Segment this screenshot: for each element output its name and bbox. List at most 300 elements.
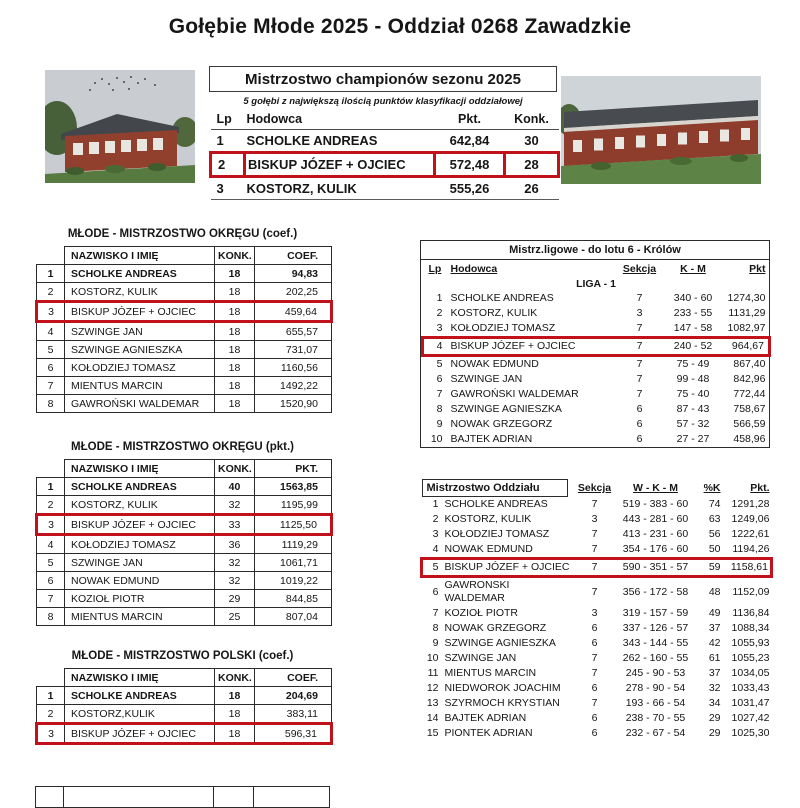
header-row (37, 669, 332, 687)
cell-rank: 6 (436, 373, 443, 385)
table-row (422, 559, 772, 577)
col-header-hodowca: Hodowca (245, 109, 435, 130)
table-row (37, 535, 332, 554)
table-title-okreg-pkt: MŁODE - MISTRZOSTWO OKRĘGU (pkt.) (71, 441, 294, 453)
cell-pkt: 1136,84 (732, 607, 770, 619)
cell-name: SZWINGE AGNIESZKA (450, 403, 562, 415)
col-header-name: NAZWISKO I IMIĘ (65, 669, 215, 687)
cell-name: SZWINGE AGNIESZKA (65, 341, 215, 359)
cell-rank: 4 (37, 535, 65, 554)
cell-rank: 7 (436, 388, 443, 400)
cell-name: NOWAK EDMUND (65, 572, 215, 590)
cell-konk: 18 (215, 283, 255, 302)
cell-name: GAWROŃSKI WALDEMAR (450, 388, 579, 400)
col-header-coef: COEF. (255, 669, 332, 687)
col-header-rank-empty (37, 669, 65, 687)
table-oddzial (420, 479, 773, 741)
table-row (37, 687, 332, 705)
cell-pkt: 1055,23 (731, 652, 770, 664)
cell-rank: 6 (37, 359, 65, 377)
cell-coef: 596,31 (255, 724, 332, 744)
cell-pkt: 1158,61 (724, 559, 772, 577)
cell-name: SZWINGE AGNIESZKA (444, 637, 556, 649)
cell-name: KOŁODZIEJ TOMASZ (65, 535, 215, 554)
cell-name: SCHOLKE ANDREAS (65, 687, 215, 705)
table-row (37, 283, 332, 302)
cell-rank: 5 (436, 358, 443, 370)
cell-konk: 18 (215, 322, 255, 341)
cell-name: MIENTUS MARCIN (444, 667, 537, 679)
cell-pkt: 1088,34 (731, 622, 770, 634)
champion-row (211, 153, 559, 177)
cell-konk: 18 (215, 687, 255, 705)
cell-name: NOWAK EDMUND (444, 543, 533, 555)
champion-table (209, 109, 560, 200)
header-row (423, 260, 770, 276)
cell-rank: 1 (436, 292, 443, 304)
header-row (422, 479, 772, 497)
col-header-pkt: Pkt (749, 263, 766, 275)
cell-pkt: 1025,30 (731, 727, 770, 739)
cell-sekcja: 7 (591, 652, 598, 664)
cell-name: SCHOLKE ANDREAS (245, 130, 435, 153)
cell-konk: 29 (215, 590, 255, 608)
col-header-lp: Lp (211, 109, 245, 130)
cell-rank: 1 (432, 498, 439, 510)
cell-pkt: 1031,47 (731, 697, 770, 709)
table-row (37, 724, 332, 744)
cell-konk: 25 (215, 608, 255, 626)
cell-wkm: 413 - 231 - 60 (622, 528, 689, 540)
cell-sekcja: 6 (636, 403, 643, 415)
cell-wkm: 337 - 126 - 57 (622, 622, 689, 634)
cell-name: KOSTORZ, KULIK (65, 283, 215, 302)
cell-rank: 9 (432, 637, 439, 649)
cell-wkm: 319 - 157 - 59 (622, 607, 689, 619)
cell-pk: 63 (708, 513, 721, 525)
cell-pk: 56 (708, 528, 721, 540)
cell-rank: 1 (37, 265, 65, 283)
stub-divider (63, 787, 64, 807)
table-row (37, 496, 332, 515)
cell-konk: 33 (215, 515, 255, 535)
cell-rank: 8 (436, 403, 443, 415)
col-header-hodowca: Hodowca (450, 263, 498, 275)
group-row (423, 276, 770, 291)
cell-name: KOSTORZ, KULIK (444, 513, 532, 525)
cell-konk: 36 (215, 535, 255, 554)
table-row (423, 291, 770, 306)
cell-name: BAJTEK ADRIAN (444, 712, 527, 724)
cell-wkm: 232 - 67 - 54 (625, 727, 686, 739)
cell-pk: 49 (708, 607, 721, 619)
header-row (37, 460, 332, 478)
champion-row (211, 130, 559, 153)
cell-name: BISKUP JÓZEF + OJCIEC (65, 302, 215, 322)
cell-name: BISKUP JÓZEF + OJCIEC (65, 724, 215, 744)
cell-pkt: 842,96 (733, 373, 766, 385)
cell-name: GAWRONSKI WALDEMAR (444, 579, 510, 604)
cell-pkt: 1019,22 (255, 572, 332, 590)
cell-konk: 18 (215, 341, 255, 359)
table-row (423, 417, 770, 432)
cell-name: SZWINGE JAN (65, 554, 215, 572)
table-polski-coef (35, 668, 333, 745)
cell-pk: 74 (708, 498, 721, 510)
table-liga (421, 260, 771, 447)
cell-konk: 32 (215, 572, 255, 590)
cell-wkm: 519 - 383 - 60 (622, 498, 689, 510)
champion-row (211, 177, 559, 200)
cell-konk: 32 (215, 554, 255, 572)
cell-name: KOZIOŁ PIOTR (65, 590, 215, 608)
cell-pkt: 458,96 (733, 433, 766, 445)
cell-pk: 48 (708, 585, 721, 598)
table-row (423, 306, 770, 321)
col-header-wkm: W - K - M (633, 482, 678, 494)
cell-rank: 6 (432, 585, 439, 598)
col-header-km: K - M (680, 263, 706, 275)
loft-photo-right (561, 76, 761, 189)
cell-km: 340 - 60 (673, 292, 713, 304)
cell-sekcja: 6 (591, 622, 598, 634)
cell-sekcja: 7 (636, 292, 643, 304)
cell-rank: 7 (37, 590, 65, 608)
cell-rank: 7 (432, 607, 439, 619)
cell-sekcja: 3 (591, 607, 598, 619)
cell-sekcja: 6 (591, 637, 598, 649)
table-row (422, 606, 772, 621)
cell-km: 57 - 32 (676, 418, 710, 430)
table-row (37, 341, 332, 359)
cell-pkt: 964,67 (724, 338, 770, 356)
cell-wkm: 245 - 90 - 53 (625, 667, 686, 679)
cell-name: NOWAK GRZEGORZ (444, 622, 547, 634)
table-row (37, 395, 332, 413)
cell-km: 233 - 55 (673, 307, 713, 319)
table-row (422, 651, 772, 666)
cell-wkm: 193 - 66 - 54 (625, 697, 686, 709)
cell-name: MIENTUS MARCIN (65, 377, 215, 395)
table-row (422, 527, 772, 542)
table-row (422, 577, 772, 607)
table-row (423, 321, 770, 338)
cell-konk: 18 (215, 377, 255, 395)
cell-pkt: 758,67 (733, 403, 766, 415)
col-header-konk: KONK. (215, 669, 255, 687)
section-liga (420, 240, 770, 448)
cell-name: MIENTUS MARCIN (65, 608, 215, 626)
cell-rank: 3 (432, 528, 439, 540)
cell-name: SCHOLKE ANDREAS (450, 292, 554, 304)
col-header-name: NAZWISKO I IMIĘ (65, 460, 215, 478)
cell-pk: 37 (708, 667, 721, 679)
cell-konk: 30 (505, 130, 559, 153)
cell-rank: 5 (37, 554, 65, 572)
cell-rank: 10 (426, 652, 439, 664)
header-row (37, 247, 332, 265)
cell-pk: 50 (708, 543, 721, 555)
table-row (423, 402, 770, 417)
cell-name: BAJTEK ADRIAN (450, 433, 533, 445)
cell-sekcja: 7 (591, 498, 598, 510)
cell-rank: 2 (211, 153, 245, 177)
cell-pk: 34 (708, 697, 721, 709)
liga-title: Mistrz.ligowe - do lotu 6 - Królów (421, 241, 769, 260)
cell-rank: 15 (426, 727, 439, 739)
cell-name: KOŁODZIEJ TOMASZ (65, 359, 215, 377)
cell-rank: 3 (37, 515, 65, 535)
cell-name: BISKUP JÓZEF + OJCIEC (449, 338, 617, 356)
table-row (37, 590, 332, 608)
cell-name: BISKUP JÓZEF + OJCIEC (65, 515, 215, 535)
section-okreg-pkt (35, 441, 330, 626)
stub-divider (213, 787, 214, 807)
cell-coef: 383,11 (255, 705, 332, 724)
cell-sekcja: 7 (636, 322, 643, 334)
cell-rank: 2 (37, 496, 65, 515)
cell-wkm: 354 - 176 - 60 (622, 543, 689, 555)
cell-pkt: 555,26 (435, 177, 505, 200)
cell-rank: 13 (426, 697, 439, 709)
cell-name: SCHOLKE ANDREAS (444, 498, 548, 510)
cell-rank: 2 (436, 307, 443, 319)
cell-pkt: 566,59 (733, 418, 766, 430)
table-row (37, 265, 332, 283)
cell-konk: 18 (215, 724, 255, 744)
oddzial-title: Mistrzostwo Oddziału (422, 479, 568, 497)
cell-wkm: 443 - 281 - 60 (622, 513, 689, 525)
cell-pk: 61 (708, 652, 721, 664)
col-header-sekcja: Sekcja (577, 482, 612, 494)
table-row (37, 377, 332, 395)
cell-coef: 655,57 (255, 322, 332, 341)
cell-km: 87 - 43 (676, 403, 710, 415)
col-header-konk: KONK. (215, 460, 255, 478)
table-row (422, 512, 772, 527)
cell-rank: 8 (37, 608, 65, 626)
cell-pkt: 772,44 (733, 388, 766, 400)
cell-name: PIONTEK ADRIAN (444, 727, 533, 739)
col-header-lp: Lp (428, 263, 442, 275)
table-row (37, 322, 332, 341)
table-row (37, 705, 332, 724)
cell-sekcja: 7 (591, 667, 598, 679)
cell-pk: 29 (708, 727, 721, 739)
cell-wkm: 262 - 160 - 55 (622, 652, 689, 664)
cell-pk: 32 (708, 682, 721, 694)
cell-name: NOWAK EDMUND (450, 358, 539, 370)
cell-name: KOSTORZ, KULIK (450, 307, 538, 319)
cell-coef: 202,25 (255, 283, 332, 302)
cell-km: 27 - 27 (676, 433, 710, 445)
cell-pkt: 867,40 (733, 358, 766, 370)
cell-name: KOŁODZIEJ TOMASZ (450, 322, 556, 334)
page-title: Gołębie Młode 2025 - Oddział 0268 Zawadzkie (168, 15, 632, 38)
cell-pkt: 1222,61 (731, 528, 770, 540)
cell-km: 240 - 52 (663, 338, 724, 356)
partial-next-table (35, 786, 330, 808)
col-header-coef: COEF. (255, 247, 332, 265)
table-row (423, 372, 770, 387)
cell-rank: 6 (37, 572, 65, 590)
cell-pkt: 1027,42 (731, 712, 770, 724)
table-row (37, 302, 332, 322)
cell-pkt: 1119,29 (255, 535, 332, 554)
cell-name: KOSTORZ,KULIK (65, 705, 215, 724)
table-row (37, 572, 332, 590)
table-row (423, 387, 770, 402)
champion-header-row (211, 109, 559, 130)
cell-rank: 3 (436, 322, 443, 334)
cell-name: BISKUP JÓZEF + OJCIEC (245, 153, 435, 177)
cell-sekcja: 6 (591, 727, 598, 739)
cell-sekcja: 7 (636, 373, 643, 385)
stub-divider (253, 787, 254, 807)
cell-rank: 2 (432, 513, 439, 525)
champion-title: Mistrzostwo championów sezonu 2025 (209, 66, 557, 92)
cell-coef: 1160,56 (255, 359, 332, 377)
cell-name: KOSTORZ, KULIK (245, 177, 435, 200)
cell-pk: 37 (708, 622, 721, 634)
section-okreg-coef (35, 228, 330, 413)
table-row (422, 497, 772, 512)
table-okreg-coef (35, 246, 333, 413)
col-header-konk: KONK. (215, 247, 255, 265)
table-row (37, 515, 332, 535)
cell-coef: 94,83 (255, 265, 332, 283)
cell-km: 99 - 48 (676, 373, 710, 385)
cell-sekcja: 7 (617, 338, 663, 356)
cell-rank: 3 (211, 177, 245, 200)
cell-pkt: 1152,09 (732, 585, 770, 598)
cell-konk: 18 (215, 705, 255, 724)
cell-rank: 14 (426, 712, 439, 724)
table-row (37, 359, 332, 377)
table-title-polski-coef: MŁODE - MISTRZOSTWO POLSKI (coef.) (71, 650, 294, 662)
cell-sekcja: 7 (636, 358, 643, 370)
cell-pkt: 1291,28 (731, 498, 770, 510)
cell-name: SZYRMOCH KRYSTIAN (444, 697, 560, 709)
table-title-okreg-coef: MŁODE - MISTRZOSTWO OKRĘGU (coef.) (67, 228, 298, 240)
cell-wkm: 356 - 172 - 58 (622, 585, 689, 598)
col-header-pkt: Pkt. (435, 109, 505, 130)
cell-pkt: 1055,93 (731, 637, 770, 649)
cell-wkm: 590 - 351 - 57 (616, 559, 696, 577)
cell-km: 147 - 58 (673, 322, 713, 334)
champion-section (209, 66, 557, 200)
cell-pkt: 1061,71 (255, 554, 332, 572)
loft-photo-left-image (45, 70, 195, 183)
table-row (422, 542, 772, 559)
cell-wkm: 278 - 90 - 54 (625, 682, 686, 694)
cell-konk: 40 (215, 478, 255, 496)
cell-konk: 26 (505, 177, 559, 200)
cell-pkt: 807,04 (255, 608, 332, 626)
cell-rank: 9 (436, 418, 443, 430)
cell-name: SZWINGE JAN (65, 322, 215, 341)
col-header-pkt: Pkt. (750, 482, 770, 494)
liga-group-label: LIGA - 1 (576, 278, 616, 290)
table-row (37, 608, 332, 626)
cell-rank: 2 (37, 705, 65, 724)
cell-coef: 1492,22 (255, 377, 332, 395)
cell-rank: 10 (430, 433, 443, 445)
cell-pkt: 1082,97 (727, 322, 766, 334)
cell-sekcja: 6 (636, 433, 643, 445)
cell-km: 75 - 49 (676, 358, 710, 370)
cell-sekcja: 7 (574, 559, 616, 577)
oddzial-title-cell (422, 479, 574, 497)
cell-name: KOŁODZIEJ TOMASZ (444, 528, 550, 540)
cell-rank: 4 (432, 543, 439, 555)
cell-pkt: 642,84 (435, 130, 505, 153)
cell-rank: 4 (423, 338, 449, 356)
table-row (423, 356, 770, 373)
table-okreg-pkt (35, 459, 333, 626)
cell-pk: 29 (708, 712, 721, 724)
section-oddzial (420, 479, 770, 741)
cell-rank: 7 (37, 377, 65, 395)
table-row (422, 726, 772, 741)
cell-pkt: 1125,50 (255, 515, 332, 535)
cell-rank: 8 (37, 395, 65, 413)
cell-sekcja: 6 (636, 418, 643, 430)
cell-name: SCHOLKE ANDREAS (65, 265, 215, 283)
col-header-rank-empty (37, 460, 65, 478)
cell-sekcja: 6 (591, 682, 598, 694)
cell-name: GAWROŃSKI WALDEMAR (65, 395, 215, 413)
cell-pkt: 1034,05 (731, 667, 770, 679)
col-header-sekcja: Sekcja (622, 263, 657, 275)
cell-coef: 459,64 (255, 302, 332, 322)
cell-wkm: 238 - 70 - 55 (625, 712, 686, 724)
cell-konk: 32 (215, 496, 255, 515)
cell-pkt: 1563,85 (255, 478, 332, 496)
cell-pkt: 844,85 (255, 590, 332, 608)
cell-sekcja: 6 (591, 712, 598, 724)
cell-rank: 3 (37, 724, 65, 744)
cell-rank: 1 (211, 130, 245, 153)
cell-konk: 18 (215, 395, 255, 413)
cell-pk: 42 (708, 637, 721, 649)
table-row (423, 338, 770, 356)
cell-sekcja: 7 (636, 388, 643, 400)
cell-name: KOZIOŁ PIOTR (444, 607, 519, 619)
cell-sekcja: 7 (591, 543, 598, 555)
cell-coef: 1520,90 (255, 395, 332, 413)
loft-photo-right-image (561, 76, 761, 184)
table-row (422, 666, 772, 681)
cell-name: SZWINGE JAN (444, 652, 517, 664)
cell-pk: 59 (696, 559, 724, 577)
col-header-name: NAZWISKO I IMIĘ (65, 247, 215, 265)
cell-rank: 3 (37, 302, 65, 322)
col-header-pkt: PKT. (255, 460, 332, 478)
cell-pkt: 1033,43 (731, 682, 770, 694)
cell-konk: 28 (505, 153, 559, 177)
table-row (423, 432, 770, 447)
cell-name: SCHOLKE ANDREAS (65, 478, 215, 496)
cell-rank: 5 (37, 341, 65, 359)
cell-rank: 1 (37, 687, 65, 705)
cell-name: BISKUP JÓZEF + OJCIEC (444, 559, 574, 577)
loft-photo-left (45, 70, 195, 188)
cell-pkt: 1194,26 (732, 543, 770, 555)
section-polski-coef (35, 650, 330, 745)
cell-sekcja: 7 (591, 697, 598, 709)
table-row (422, 621, 772, 636)
